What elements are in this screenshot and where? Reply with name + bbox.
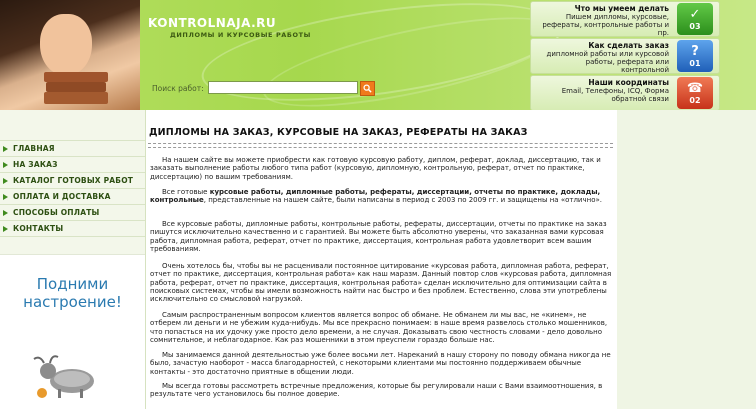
search-button[interactable] (360, 81, 375, 96)
site-logo[interactable]: KONTROLNAJA.RU (148, 16, 277, 30)
paragraph: Очень хотелось бы, чтобы вы не расценивали постоянное цитирование «курсовая работа, дипломная работа, реферат, отчет по практике, диссертация, контрольная работа» как наш маразм. Данный повтор слов «курсовая работа, дипломная работа, реферат, отчет по практике, диссертация, контрольная работа» сделан исключительно для оптимизации сайта в поисковых системах, чтобы вы имели возможность найти нас быстро и без проблем. Естественно, слова эти употреблены исключительно со смысловой нагрузкой. (150, 262, 612, 304)
arrow-right-icon (3, 146, 8, 152)
nav-item-label: КОНТАКТЫ (13, 224, 64, 233)
info-box-text: Пишем дипломы, курсовые, рефераты, контрольные работы и пр. (542, 13, 669, 37)
paragraph: На нашем сайте вы можете приобрести как готовую курсовую работу, диплом, реферат, доклад, диссертацию, так и заказать выполнение работы любого типа работ (курсовую, дипломную, контрольную, реферат, отчет по практике, диссертацию) по вашим требованиям. (150, 156, 601, 181)
page-title: ДИПЛОМЫ НА ЗАКАЗ, КУРСОВЫЕ НА ЗАКАЗ, РЕФЕРАТЫ НА ЗАКАЗ (149, 127, 528, 138)
nav-item-home[interactable] (0, 141, 145, 157)
nav-item-order[interactable] (0, 157, 145, 173)
nav-item-payment-delivery[interactable] (0, 189, 145, 205)
nav-item-label: ОПЛАТА И ДОСТАВКА (13, 192, 111, 201)
paragraph: Все курсовые работы, дипломные работы, контрольные работы, рефераты, диссертации, отчеты по практике на заказ пишутся исключительно качественно и с гарантией. Вы можете быть абсолютно уверены, что заказанная вами курсовая работа, дипломная работа, реферат, отчет по практике, диссертация, контрольная работа удовлетворит всем вашим требованиям. (150, 220, 607, 253)
mood-banner[interactable] (0, 254, 145, 410)
arrow-right-icon (3, 210, 8, 216)
banner-line-2: настроение! (23, 293, 122, 311)
paragraph: Мы занимаемся данной деятельностью уже более восьми лет. Нареканий в нашу сторону по поводу обмана никогда не было, зачастую наоборот - масса благодарностей, с некоторыми клиентами мы постоянно поддерживаем обычные контакты - это достаточно приятные в общении люди. (150, 351, 611, 376)
info-box-contacts[interactable] (530, 75, 720, 111)
goat-icon (30, 353, 100, 399)
info-box-text: Email, Телефоны, ICQ, Форма обратной связи (561, 87, 669, 103)
nav-item-label: НА ЗАКАЗ (13, 160, 58, 169)
arrow-right-icon (3, 226, 8, 232)
nav-item-contacts[interactable] (0, 221, 145, 237)
checkmark-icon[interactable]: ✓ 03 (677, 3, 713, 35)
site-tagline: ДИПЛОМЫ И КУРСОВЫЕ РАБОТЫ (170, 31, 311, 39)
search-label: Поиск работ: (152, 84, 204, 93)
arrow-right-icon (3, 178, 8, 184)
arrow-right-icon (3, 162, 8, 168)
main-nav (0, 140, 145, 237)
nav-item-payment-methods[interactable] (0, 205, 145, 221)
paragraph: Самым распространенным вопросом клиентов является вопрос об обмане. Не обманем ли мы вас, не «кинем», не отберем ли деньги и не убежим куда-нибудь. Мы все прекрасно понимаем: в наше время развелось столько мошенников, что попасться на их удочку уже просто дело времени, а не случая. Доказывать свою честность словами - дело довольно сомнительное, и неблагодарное. Как раз мошенники в этом преуспели гораздо больше нас. (150, 311, 608, 344)
question-icon[interactable]: ? 01 (677, 40, 713, 72)
paragraph: Все готовые курсовые работы, дипломные работы, рефераты, диссертации, отчеты по практике, доклады, контрольные, представленные на нашем сайте, были написаны в период с 2003 по 2009 гг. и защищены на «отлично». (150, 188, 602, 205)
title-divider-bottom (148, 147, 613, 148)
search-input[interactable] (208, 81, 358, 94)
info-box-title: Наши координаты (588, 78, 669, 87)
nav-item-label: КАТАЛОГ ГОТОВЫХ РАБОТ (13, 176, 134, 185)
banner-line-1: Подними (36, 275, 109, 293)
icon-number: 01 (689, 58, 701, 68)
title-divider-top (148, 143, 613, 144)
paragraph: Мы всегда готовы рассмотреть встречные предложения, которые бы регулировали наши с Вами взаимоотношения, в результате чего установилось бы полное доверие. (150, 382, 603, 399)
nav-item-catalog[interactable] (0, 173, 145, 189)
nav-item-label: СПОСОБЫ ОПЛАТЫ (13, 208, 100, 217)
nav-item-label: ГЛАВНАЯ (13, 144, 55, 153)
info-box-services[interactable] (530, 1, 720, 37)
main-content (146, 110, 617, 409)
phone-icon[interactable]: ☎ 02 (677, 77, 713, 109)
search-icon (363, 84, 372, 93)
info-box-title: Что мы умеем делать (574, 4, 669, 13)
icon-number: 02 (689, 95, 701, 105)
info-box-title: Как сделать заказ (588, 41, 669, 50)
icon-number: 03 (689, 21, 701, 31)
info-box-order[interactable] (530, 38, 720, 74)
right-column (617, 110, 756, 409)
info-box-text: дипломной работы или курсовой работы, реферата или контрольной (546, 50, 669, 74)
header-photo (0, 0, 140, 110)
arrow-right-icon (3, 194, 8, 200)
